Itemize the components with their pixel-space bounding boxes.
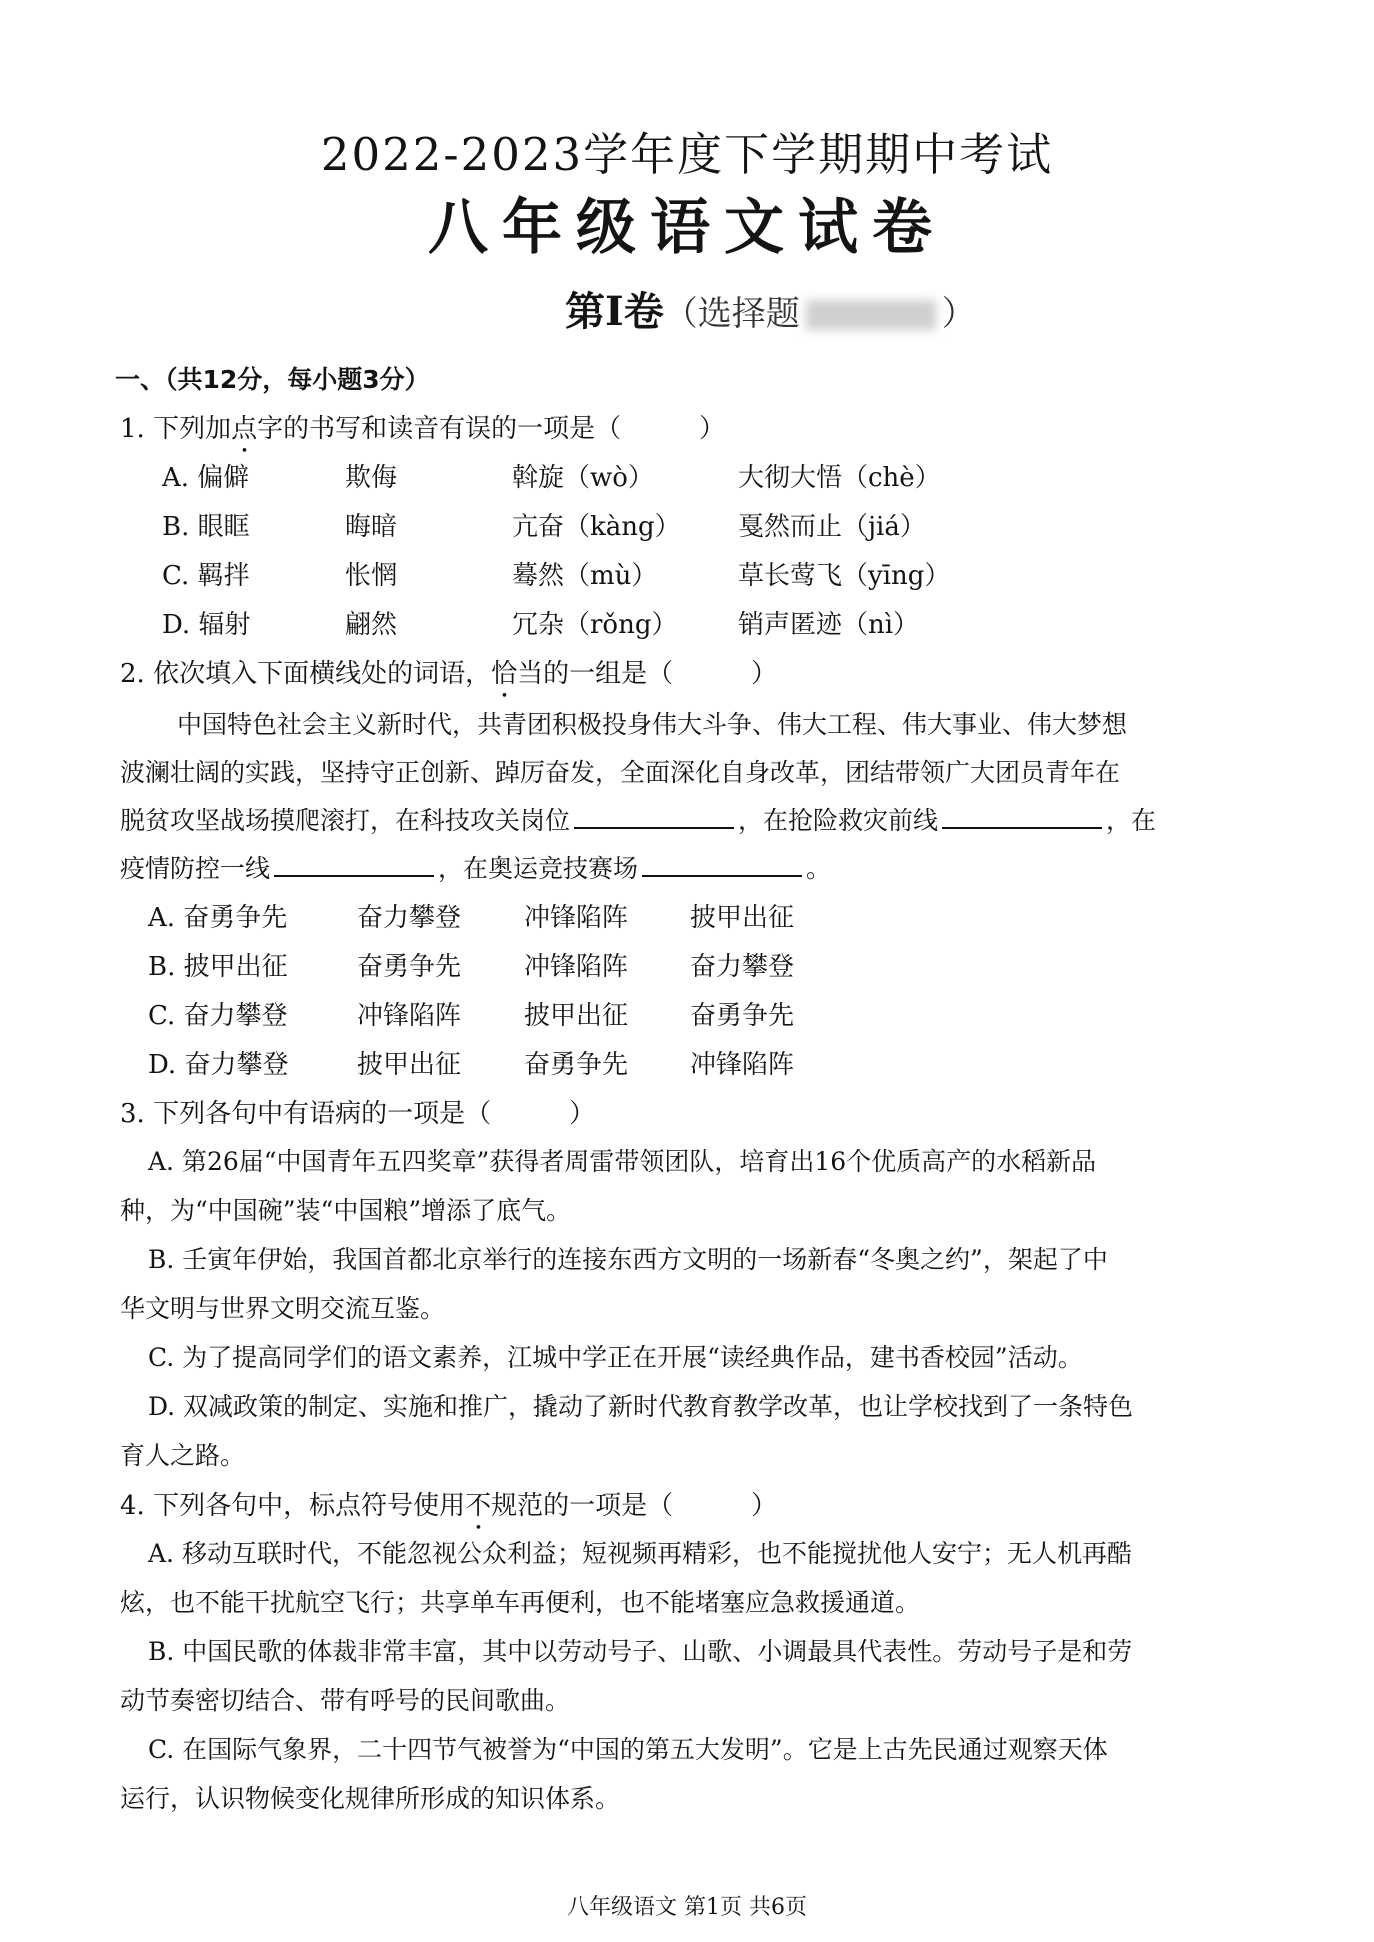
exam-subtitle: 八年级语文试卷 bbox=[428, 193, 946, 263]
q1-d-3: 冗杂（rǒng） bbox=[512, 610, 678, 640]
fill-blank-4[interactable] bbox=[642, 853, 802, 877]
q2-a-1: A. 奋勇争先 bbox=[148, 903, 288, 933]
q2-a-3: 冲锋陷阵 bbox=[524, 903, 629, 933]
volume-label: 第I卷 bbox=[565, 288, 664, 335]
q2-c-3: 披甲出征 bbox=[524, 1001, 629, 1031]
q2-c-4: 奋勇争先 bbox=[690, 1001, 795, 1031]
q1-a-2: 欺侮 bbox=[345, 463, 398, 493]
q2-d-3: 奋勇争先 bbox=[524, 1050, 629, 1080]
volume-heading bbox=[565, 280, 976, 337]
q2-d-2: 披甲出征 bbox=[357, 1050, 462, 1080]
q2-para-line1: 中国特色社会主义新时代，共青团积极投身伟大斗争、伟大工程、伟大事业、伟大梦想 bbox=[177, 710, 1128, 739]
q2-b-2: 奋勇争先 bbox=[357, 952, 462, 982]
q3-option-a-line1: A. 第26届“中国青年五四奖章”获得者周雷带领团队，培育出16个优质高产的水稻新品 bbox=[148, 1147, 1097, 1176]
q1-d-4: 销声匿迹（nì） bbox=[738, 610, 920, 640]
fill-blank-2[interactable] bbox=[942, 805, 1102, 829]
q1-c-4: 草长莺飞（yīng） bbox=[738, 561, 951, 591]
q2-para-line4: 疫情防控一线 ，在奥运竞技赛场 。 bbox=[120, 854, 832, 883]
q2-stem: 2. 依次填入下面横线处的词语，恰当的一组是（ ） bbox=[120, 659, 778, 689]
page-footer: 八年级语文 第1页 共6页 bbox=[567, 1895, 807, 1920]
q1-a-4: 大彻大悟（chè） bbox=[738, 463, 941, 493]
q2-a-2: 奋力攀登 bbox=[357, 903, 462, 933]
q1-c-1: C. 羁拌 bbox=[162, 561, 250, 591]
q2-d-4: 冲锋陷阵 bbox=[690, 1050, 795, 1080]
q3-option-b-line1: B. 壬寅年伊始，我国首都北京举行的连接东西方文明的一场新春“冬奥之约”，架起了中 bbox=[148, 1245, 1108, 1274]
q2-c-1: C. 奋力攀登 bbox=[148, 1001, 288, 1031]
q1-a-1: A. 偏僻 bbox=[162, 463, 250, 493]
q4-option-c-line2: 运行，认识物候变化规律所形成的知识体系。 bbox=[120, 1784, 621, 1813]
blurred-score-mark bbox=[806, 300, 936, 330]
q1-b-1: B. 眼眶 bbox=[162, 512, 250, 542]
q3-option-d-line2: 育人之路。 bbox=[120, 1441, 246, 1470]
q4-option-b-line1: B. 中国民歌的体裁非常丰富，其中以劳动号子、山歌、小调最具代表性。劳动号子是和劳 bbox=[148, 1637, 1133, 1666]
q3-option-a-line2: 种，为“中国碗”装“中国粮”增添了底气。 bbox=[120, 1196, 572, 1225]
q1-b-4: 戛然而止（jiá） bbox=[738, 512, 926, 542]
q2-c-2: 冲锋陷阵 bbox=[357, 1001, 462, 1031]
section-heading: 一、（共12分，每小题3分） bbox=[115, 365, 430, 394]
q2-para-line3: 脱贫攻坚战场摸爬滚打，在科技攻关岗位 ，在抢险救灾前线 ，在 bbox=[120, 806, 1157, 835]
q1-b-3: 亢奋（kàng） bbox=[512, 512, 681, 542]
q4-option-a-line2: 炫，也不能干扰航空飞行；共享单车再便利，也不能堵塞应急救援通道。 bbox=[120, 1588, 921, 1617]
q4-stem: 4. 下列各句中，标点符号使用不规范的一项是（ ） bbox=[120, 1491, 778, 1521]
q2-b-3: 冲锋陷阵 bbox=[524, 952, 629, 982]
fill-blank-3[interactable] bbox=[274, 853, 434, 877]
q1-c-2: 怅惘 bbox=[345, 561, 398, 591]
q3-stem: 3. 下列各句中有语病的一项是（ ） bbox=[120, 1099, 596, 1129]
q1-b-2: 晦暗 bbox=[345, 512, 398, 542]
q3-option-d-line1: D. 双减政策的制定、实施和推广，撬动了新时代教育教学改革，也让学校找到了一条特色 bbox=[148, 1392, 1134, 1421]
exam-title: 2022-2023学年度下学期期中考试 bbox=[320, 128, 1054, 181]
volume-paren: （选择题 bbox=[663, 294, 800, 334]
q2-para-line2: 波澜壮阔的实践，坚持守正创新、踔厉奋发，全面深化自身改革，团结带领广大团员青年在 bbox=[120, 758, 1121, 787]
q4-option-a-line1: A. 移动互联时代，不能忽视公众利益；短视频再精彩，也不能搅扰他人安宁；无人机再酷 bbox=[148, 1539, 1132, 1568]
q1-stem: 1. 下列加点字的书写和读音有误的一项是（ ） bbox=[120, 414, 726, 444]
volume-paren-end: ） bbox=[941, 294, 976, 334]
q2-a-4: 披甲出征 bbox=[690, 903, 795, 933]
q2-b-1: B. 披甲出征 bbox=[148, 952, 288, 982]
q3-option-b-line2: 华文明与世界文明交流互鉴。 bbox=[120, 1294, 446, 1323]
q4-option-b-line2: 动节奏密切结合、带有呼号的民间歌曲。 bbox=[120, 1686, 571, 1715]
q1-c-3: 蓦然（mù） bbox=[512, 561, 658, 591]
q2-b-4: 奋力攀登 bbox=[690, 952, 795, 982]
q1-d-2: 翩然 bbox=[345, 610, 398, 640]
q4-option-c-line1: C. 在国际气象界，二十四节气被誉为“中国的第五大发明”。它是上古先民通过观察天体 bbox=[148, 1735, 1108, 1764]
q1-a-3: 斡旋（wò） bbox=[512, 463, 654, 493]
q2-d-1: D. 奋力攀登 bbox=[148, 1050, 289, 1080]
fill-blank-1[interactable] bbox=[574, 805, 734, 829]
q3-option-c-line1: C. 为了提高同学们的语文素养，江城中学正在开展“读经典作品，建书香校园”活动。 bbox=[148, 1343, 1083, 1372]
q1-d-1: D. 辐射 bbox=[162, 610, 251, 640]
